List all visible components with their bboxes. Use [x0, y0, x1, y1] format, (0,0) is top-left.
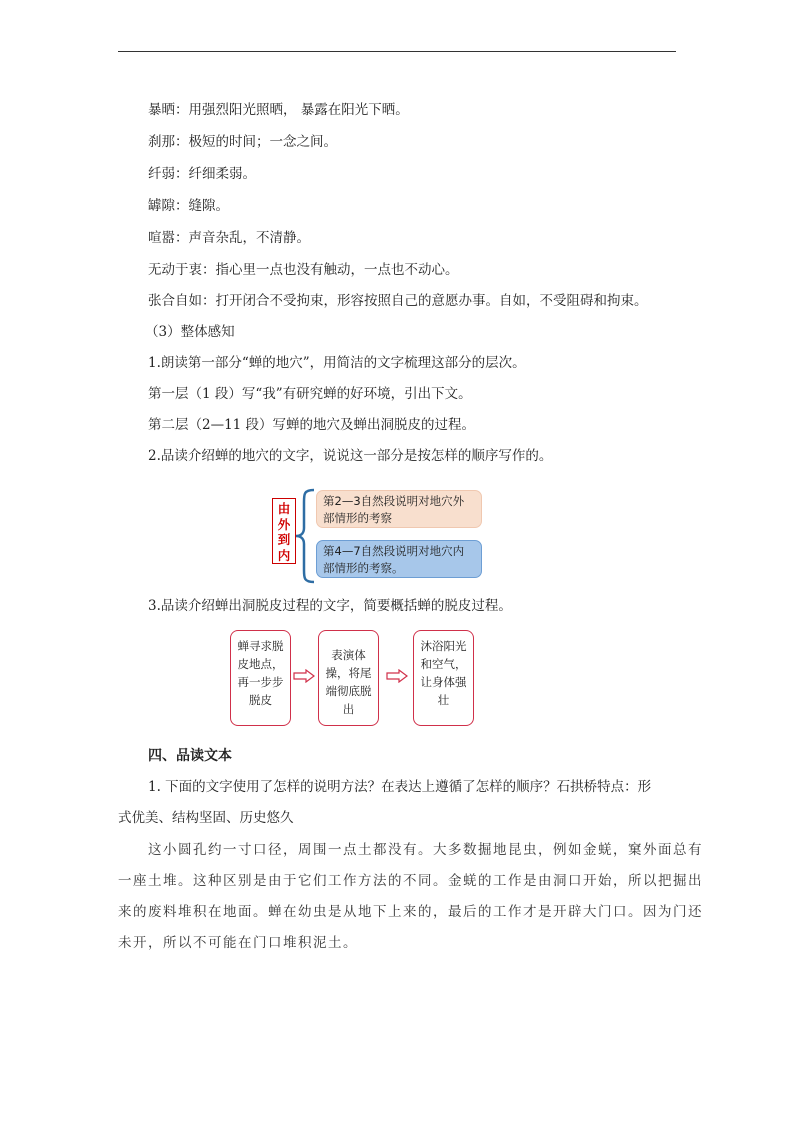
step-box: 沐浴阳光和空气，让身体强壮: [413, 630, 474, 726]
vocab-entry: 无动于衷：指心里一点也没有触动，一点也不动心。: [148, 262, 459, 278]
vocab-entry: 喧嚣：声音杂乱，不清静。: [148, 230, 310, 246]
section-title: （3）整体感知: [145, 324, 235, 340]
section4-question-cont: 式优美、结构坚固、历史悠久: [118, 810, 294, 826]
question-1: 1.朗读第一部分“蝉的地穴”，用简洁的文字梳理这部分的层次。: [148, 355, 526, 371]
order-label-char: 外: [277, 516, 291, 532]
passage-line: 一座土堆。这种区别是由于它们工作方法的不同。金蜣的工作是由洞口开始，所以把掘出: [118, 873, 703, 889]
vocab-entry: 刹那：极短的时间；一念之间。: [148, 134, 337, 150]
vocab-entry: 纤弱：纤细柔弱。: [148, 166, 256, 182]
brace-icon: [294, 488, 316, 584]
inner-box: 第4—7自然段说明对地穴内部情形的考察。: [316, 540, 482, 578]
step-box: 蝉寻求脱皮地点，再一步步脱皮: [230, 630, 291, 726]
vocab-entry: 罅隙：缝隙。: [148, 198, 229, 214]
vocab-entry: 张合自如：打开闭合不受拘束，形容按照自己的意愿办事。自如，不受阻碍和拘束。: [148, 293, 648, 309]
section4-question: 1. 下面的文字使用了怎样的说明方法？在表达上遵循了怎样的顺序？石拱桥特点：形: [148, 779, 652, 795]
passage-line: 来的废料堆积在地面。蝉在幼虫是从地下上来的，最后的工作才是开辟大门口。因为门还: [118, 904, 703, 920]
order-label-char: 内: [277, 547, 291, 563]
header-rule: [118, 51, 676, 52]
step-box: 表演体操，将尾端彻底脱出: [318, 630, 379, 726]
order-label-char: 到: [277, 532, 291, 547]
right-arrow-icon: [293, 669, 315, 683]
outer-box: 第2—3自然段说明对地穴外部情形的考察: [316, 490, 482, 528]
order-label: [272, 498, 296, 564]
order-label-char: 由: [277, 501, 291, 516]
question-2: 2.品读介绍蝉的地穴的文字，说说这一部分是按怎样的顺序写作的。: [148, 448, 553, 464]
question-3: 3.品读介绍蝉出洞脱皮过程的文字，简要概括蝉的脱皮过程。: [148, 598, 512, 614]
section-heading: 四、品读文本: [148, 748, 232, 764]
right-arrow-icon: [386, 669, 408, 683]
layer-2: 第二层（2—11 段）写蝉的地穴及蝉出洞脱皮的过程。: [148, 417, 476, 433]
passage-line: 未开，所以不可能在门口堆积泥土。: [118, 935, 358, 951]
layer-1: 第一层（1 段）写“我”有研究蝉的好环境，引出下文。: [148, 386, 472, 402]
passage-line: 这小圆孔约一寸口径，周围一点土都没有。大多数掘地昆虫，例如金蜣，窠外面总有: [148, 842, 703, 858]
vocab-entry: 暴晒：用强烈阳光照晒， 暴露在阳光下晒。: [148, 102, 409, 118]
